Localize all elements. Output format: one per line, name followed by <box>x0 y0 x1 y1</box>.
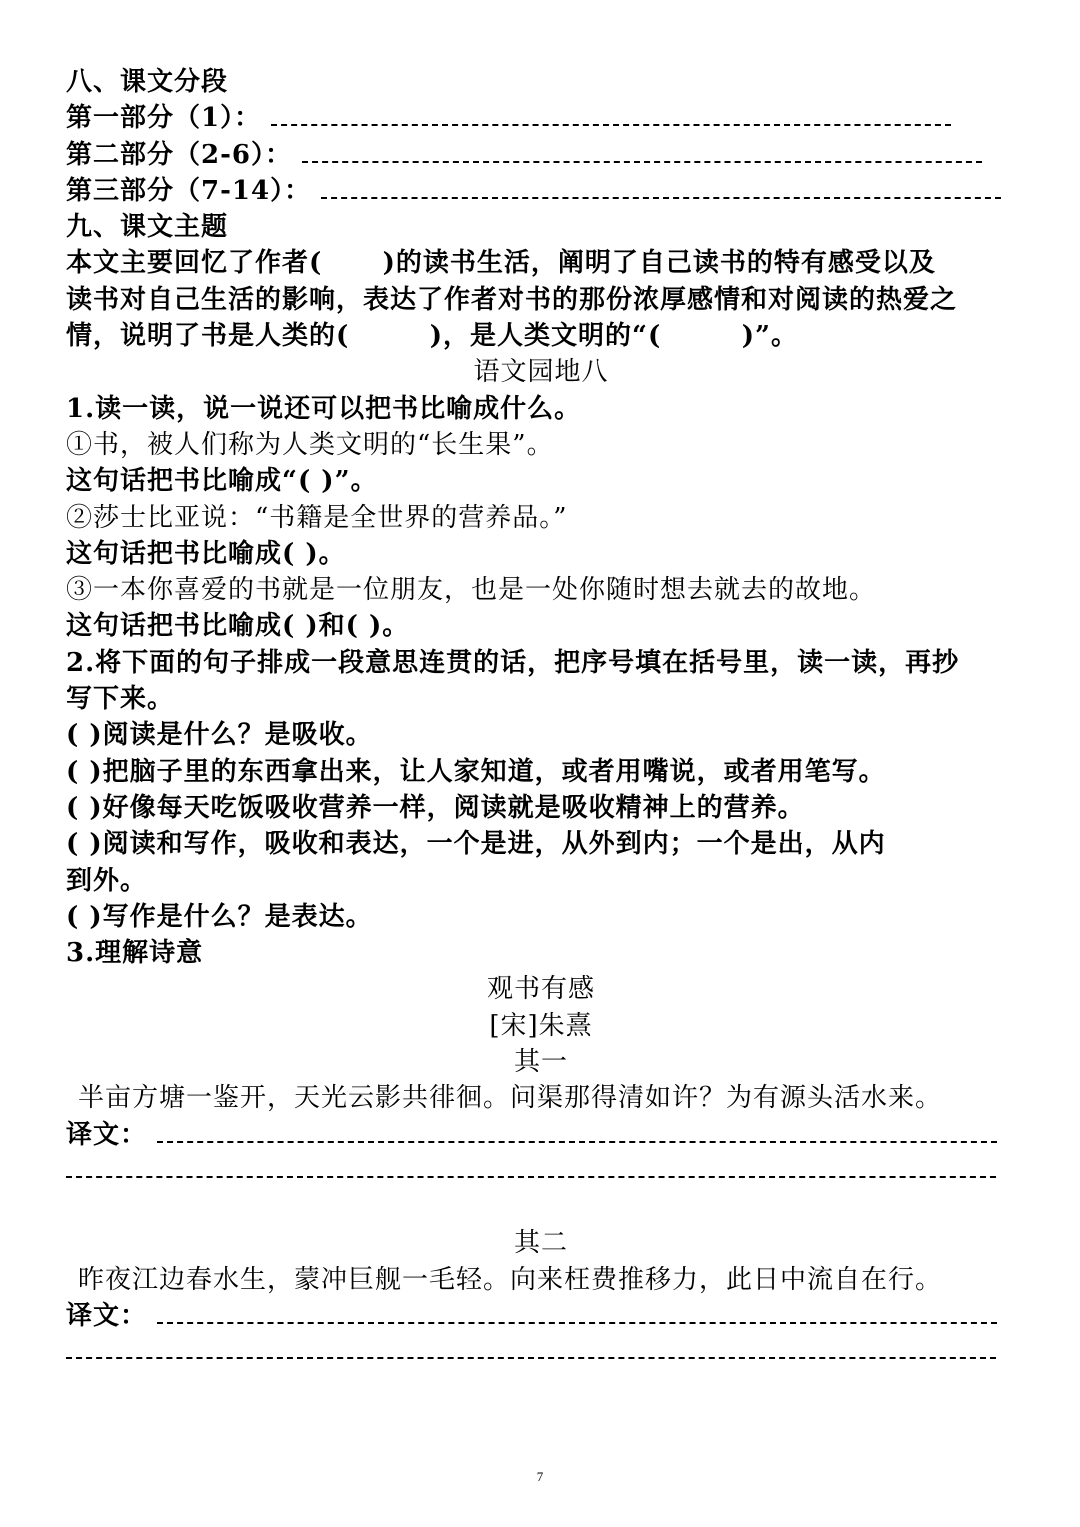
section9-line2: 读书对自己生活的影响，表达了作者对书的那份浓厚感情和对阅读的热爱之 <box>66 284 958 315</box>
q3-prompt: 3.理解诗意 <box>66 938 204 969</box>
translation2-line[interactable] <box>157 1320 997 1324</box>
q1-sentence-1: ①书，被人们称为人类文明的“长生果”。 <box>66 429 554 460</box>
translation2-label: 译文： <box>66 1300 148 1331</box>
poem-author: [宋]朱熹 <box>489 1010 593 1041</box>
q1-sentence-3: ③一本你喜爱的书就是一位朋友，也是一处你随时想去就去的故地。 <box>66 575 877 606</box>
q2-prompt-line1: 2.将下面的句子排成一段意思连贯的话，把序号填在括号里，读一读，再抄 <box>66 647 960 678</box>
poem-part2-title: 其二 <box>513 1228 568 1259</box>
q1-answer-1: 这句话把书比喻成“( )”。 <box>66 466 378 497</box>
translation1-label: 译文： <box>66 1119 148 1150</box>
part2-answer-line[interactable] <box>302 159 982 163</box>
translation2-line-2[interactable] <box>66 1334 1016 1370</box>
page-number: 7 <box>536 1469 544 1484</box>
q2-item-5: ( )写作是什么？是表达。 <box>66 901 373 932</box>
section9-heading: 九、课文主题 <box>66 212 229 243</box>
q1-sentence-2: ②莎士比亚说：“书籍是全世界的营养品。” <box>66 502 568 533</box>
translation1-line[interactable] <box>157 1139 997 1143</box>
part3-label: 第三部分（7-14）： <box>66 175 312 206</box>
part1-label: 第一部分（1）： <box>66 103 262 134</box>
poem-part2-text: 昨夜江边春水生，蒙冲巨舰一毛轻。向来枉费推移力，此日中流自在行。 <box>78 1264 943 1295</box>
poem-title: 观书有感 <box>486 974 595 1005</box>
q2-item-2: ( )把脑子里的东西拿出来，让人家知道，或者用嘴说，或者用笔写。 <box>66 756 886 787</box>
spacer <box>66 1189 1016 1225</box>
q2-item-4: ( )阅读和写作，吸收和表达，一个是进，从外到内；一个是出，从内 <box>66 829 886 860</box>
q2-item-4-cont: 到外。 <box>66 865 148 896</box>
q2-item-1: ( )阅读是什么？是吸收。 <box>66 720 373 751</box>
q2-prompt-line2: 写下来。 <box>66 684 175 715</box>
part2-row <box>66 137 1016 173</box>
q1-prompt: 1.读一读，说一说还可以把书比喻成什么。 <box>66 393 582 424</box>
translation1-line-2[interactable] <box>66 1153 1016 1189</box>
q2-item-3: ( )好像每天吃饭吸收营养一样，阅读就是吸收精神上的营养。 <box>66 792 805 823</box>
section9-line3: 情，说明了书是人类的( )，是人类文明的“( )”。 <box>66 321 798 352</box>
garden-title: 语文园地八 <box>473 357 609 388</box>
part2-label: 第二部分（2-6）： <box>66 139 292 170</box>
translation2-row <box>66 1298 1016 1334</box>
q1-answer-3: 这句话把书比喻成( )和( )。 <box>66 611 410 642</box>
part3-answer-line[interactable] <box>321 195 1001 199</box>
translation1-row <box>66 1117 1016 1153</box>
worksheet-page <box>66 64 1016 1370</box>
poem-part1-text: 半亩方塘一鉴开，天光云影共徘徊。问渠那得清如许？为有源头活水来。 <box>78 1083 943 1114</box>
part3-row <box>66 173 1016 209</box>
section8-heading: 八、课文分段 <box>66 67 229 97</box>
section9-line1: 本文主要回忆了作者( )的读书生活，阐明了自己读书的特有感受以及 <box>66 248 936 279</box>
part1-row <box>66 100 1016 136</box>
part1-answer-line[interactable] <box>271 122 951 126</box>
q1-answer-2: 这句话把书比喻成( )。 <box>66 538 346 569</box>
poem-part1-title: 其一 <box>513 1047 568 1078</box>
